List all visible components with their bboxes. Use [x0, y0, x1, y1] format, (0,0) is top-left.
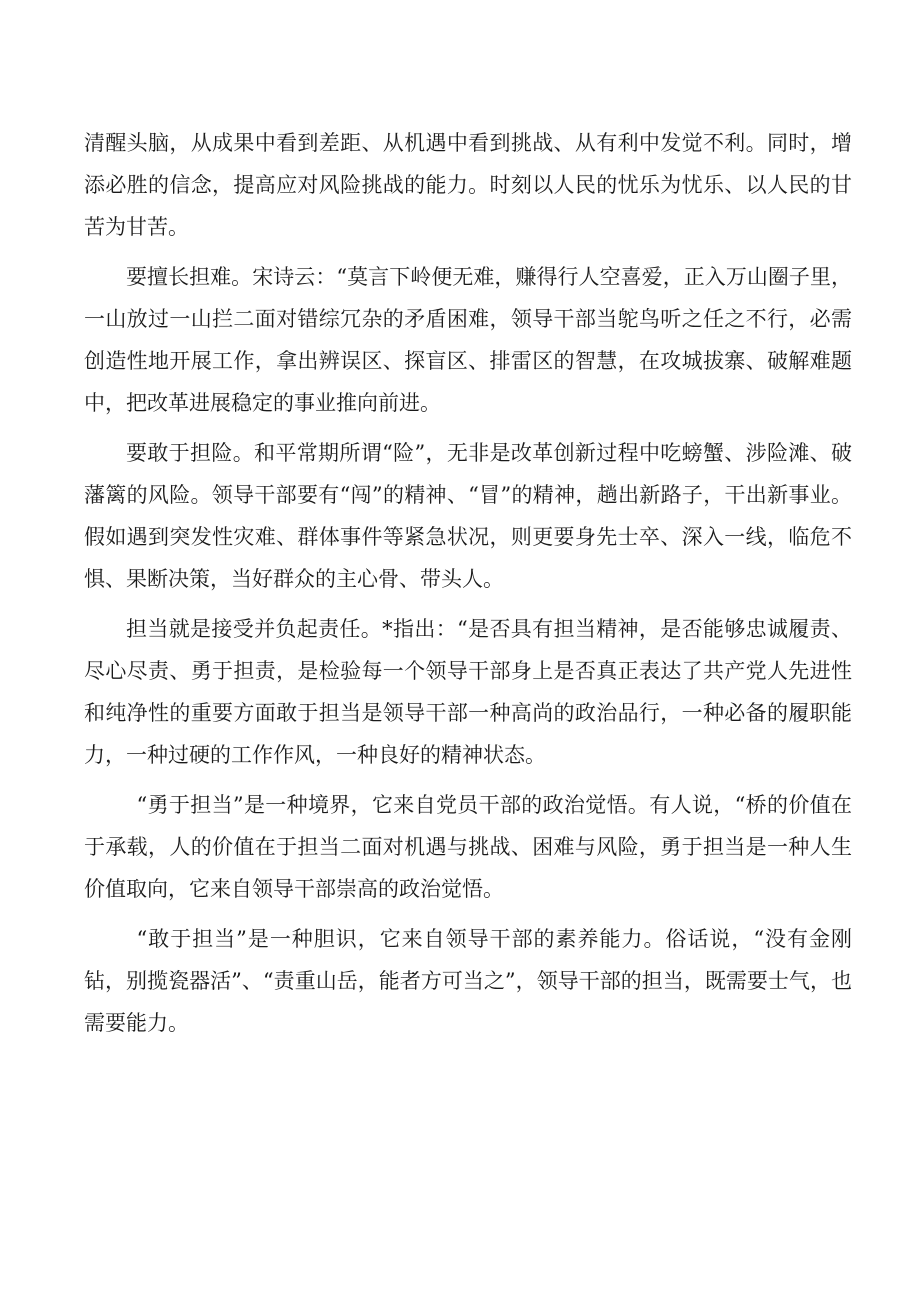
paragraph-6: “敢于担当”是一种胆识，它来自领导干部的素养能力。俗话说，“没有金刚钻，别揽瓷器活”、“责重山岳，能者方可当之”，领导干部的担当，既需要士气，也需要能力。 — [84, 927, 852, 1035]
paragraph-4: 担当就是接受并负起责任。*指出：“是否具有担当精神，是否能够忠诚履责、尽心尽责、勇于担责，是检验每一个领导干部身上是否真正表达了共产党人先进性和纯净性的重要方面敢于担当是领导干部一种高尚的政治品行，一种必备的履职能力，一种过硬的工作作风，一种良好的精神状态。 — [84, 617, 852, 767]
document-body — [84, 122, 852, 1052]
paragraph-3: 要敢于担险。和平常期所谓“险”，无非是改革创新过程中吃螃蟹、涉险滩、破藩篱的风险。领导干部要有“闯”的精神、“冒”的精神，趟出新路子，干出新事业。假如遇到突发性灾难、群体事件等紧急状况，则更要身先士卒、深入一线，临危不惧、果断决策，当好群众的主心骨、带头人。 — [84, 441, 852, 591]
paragraph-1: 清醒头脑，从成果中看到差距、从机遇中看到挑战、从有利中发觉不利。同时，增添必胜的信念，提高应对风险挑战的能力。时刻以人民的忧乐为忧乐、以人民的甘苦为甘苦。 — [84, 131, 852, 239]
paragraph-2: 要擅长担难。宋诗云：“莫言下岭便无难，赚得行人空喜爱，正入万山圈子里，一山放过一山拦二面对错综冗杂的矛盾困难，领导干部当鸵鸟听之任之不行，必需创造性地开展工作，拿出辨误区、探盲区、排雷区的智慧，在攻城拔寨、破解难题中，把改革进展稳定的事业推向前进。 — [84, 265, 852, 415]
paragraph-5: “勇于担当”是一种境界，它来自党员干部的政治觉悟。有人说，“桥的价值在于承载，人的价值在于担当二面对机遇与挑战、困难与风险，勇于担当是一种人生价值取向，它来自领导干部崇高的政治觉悟。 — [84, 793, 852, 901]
